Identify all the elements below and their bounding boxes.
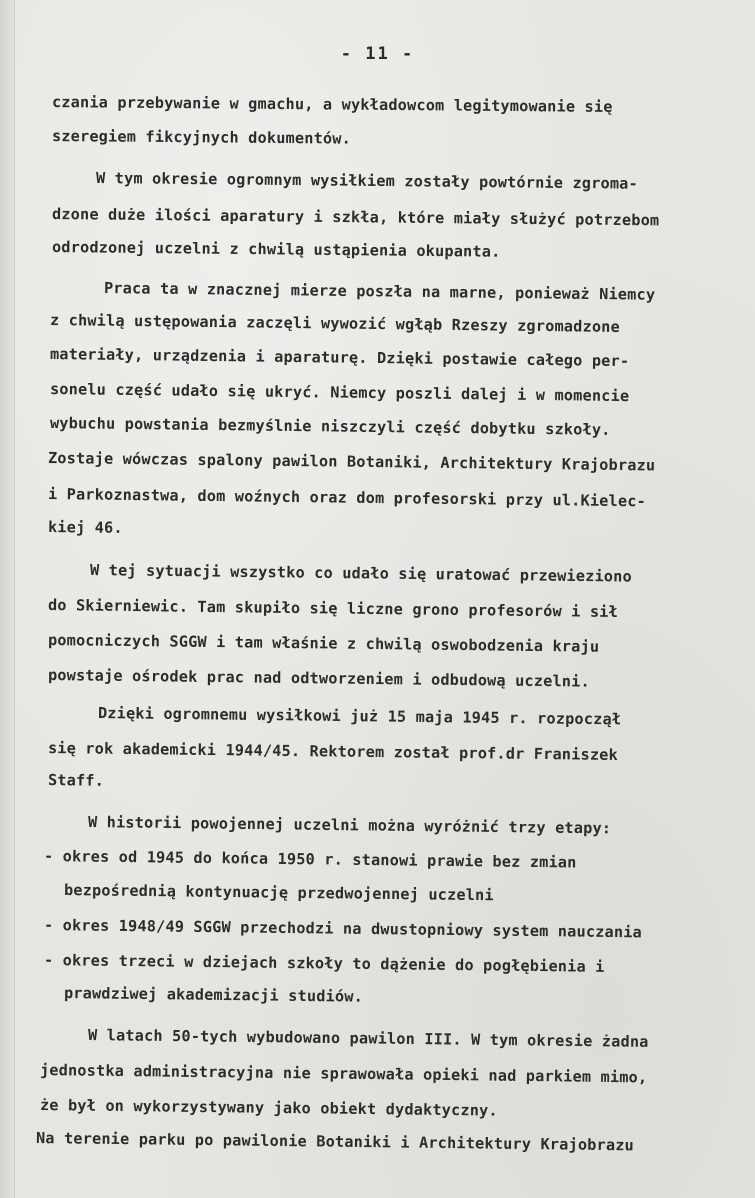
text-line: wybuchu powstania bezmyślnie niszczyli część dobytku szkoły. xyxy=(49,414,611,439)
text-line: Praca ta w znacznej mierze poszła na marne, ponieważ Niemcy xyxy=(103,279,656,304)
text-line: i Parkoznastwa, dom woźnych oraz dom profesorski przy ul.Kielec- xyxy=(47,485,647,511)
text-line: Dzięki ogromnemu wysiłkowi już 15 maja 1945 r. rozpoczął xyxy=(97,704,622,729)
text-line: odrodzonej uczelni z chwilą ustąpienia okupanta. xyxy=(51,238,501,261)
text-line: - okres trzeci w dziejach szkoły to dążenie do pogłębienia i xyxy=(43,951,605,976)
page-edge xyxy=(0,0,15,1198)
text-line: Zostaje wówczas spalony pawilon Botaniki, Architektury Krajobrazu xyxy=(47,449,656,475)
text-line: W tym okresie ogromnym wysiłkiem zostały powtórnie zgroma- xyxy=(95,169,639,193)
text-line: kiej 46. xyxy=(47,518,123,537)
text-line: Staff. xyxy=(47,771,105,790)
text-line: z chwilą ustępowania zaczęli wywozić wgłąb Rzeszy zgromadzone xyxy=(49,311,621,336)
text-line: dzone duże ilości aparatury i szkła, które miały służyć potrzebom xyxy=(51,205,660,230)
text-line: się rok akademicki 1944/45. Rektorem został prof.dr Franiszek xyxy=(47,739,619,764)
text-line: jednostka administracyjna nie sprawowała opieki nad parkiem mimo, xyxy=(39,1061,648,1087)
text-line: pomocniczych SGGW i tam właśnie z chwilą oswobodzenia kraju xyxy=(47,631,600,656)
text-line: powstaje ośrodek prac nad odtworzeniem i odbudową uczelni. xyxy=(47,666,591,691)
text-line: W tej sytuacji wszystko co udało się uratować przewieziono xyxy=(89,561,633,586)
text-line: do Skierniewic. Tam skupiło się liczne grono profesorów i sił xyxy=(47,596,619,621)
text-line: W historii powojennej uczelni można wyróżnić trzy etapy: xyxy=(87,813,612,838)
text-line: prawdziwej akademizacji studiów. xyxy=(63,984,364,1006)
text-line: szeregiem fikcyjnych dokumentów. xyxy=(51,127,352,148)
text-line: - okres od 1945 do końca 1950 r. stanowi prawie bez zmian xyxy=(43,847,577,872)
page-number: - 11 - xyxy=(340,44,415,64)
text-line: czania przebywanie w gmachu, a wykładowcom legitymowanie się xyxy=(51,93,613,116)
text-line: W latach 50-tych wybudowano pawilon III. W tym okresie żadna xyxy=(87,1026,649,1051)
text-line: Na terenie parku po pawilonie Botaniki i Architektury Krajobrazu xyxy=(35,1129,635,1155)
text-line: bezpośrednią kontynuację przedwojennej uczelni xyxy=(63,881,494,905)
text-line: że był on wykorzystywany jako obiekt dydaktyczny. xyxy=(39,1096,498,1120)
text-line: materiały, urządzenia i aparaturę. Dzięki postawie całego per- xyxy=(49,345,630,371)
text-line: sonelu część udało się ukryć. Niemcy poszli dalej i w momencie xyxy=(49,380,630,406)
text-line: - okres 1948/49 SGGW przechodzi na dwustopniowy system nauczania xyxy=(43,916,643,942)
